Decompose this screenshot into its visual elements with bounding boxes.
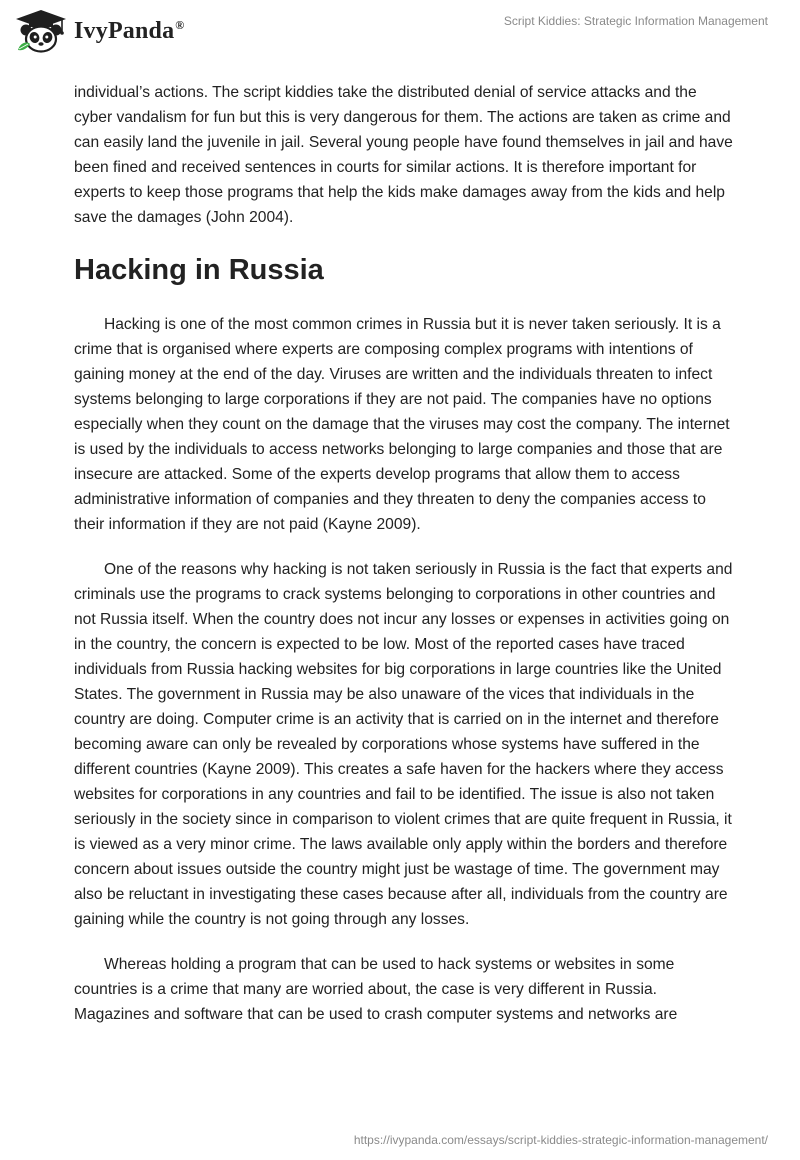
section-heading: Hacking in Russia <box>74 254 324 286</box>
brand-name: IvyPanda® <box>74 17 185 44</box>
brand-logo[interactable] <box>14 8 184 54</box>
page-header <box>0 0 800 62</box>
document-title: Script Kiddies: Strategic Information Management <box>503 14 768 28</box>
body-paragraph: Whereas holding a program that can be used to hack systems or websites in some countries is a crime that many are worried about, the case is very different in Russia. Magazines and software that can be used to crash computer systems and networks are <box>74 956 678 1023</box>
body-paragraph: Hacking is one of the most common crimes in Russia but it is never taken seriously. It is a crime that is organised where experts are composing complex programs with intentions of gaining money at the end of the day. Viruses are written and the individuals threaten to infect systems belonging to large corporations if they are not paid. The companies have no options especially when they count on the damage that the viruses may cost the company. The internet is used by the individuals to access networks belonging to large companies and those that are insecure are attacked. Some of the experts develop programs that allow them to access administrative information of companies and they threaten to deny the companies access to their information if they are not paid (Kayne 2009). <box>74 316 730 533</box>
panda-graduation-cap-icon <box>14 8 68 54</box>
essay-content <box>74 80 734 1047</box>
registered-mark: ® <box>175 17 185 32</box>
source-url[interactable]: https://ivypanda.com/essays/script-kiddies-strategic-information-management/ <box>353 1133 768 1147</box>
body-paragraph: One of the reasons why hacking is not taken seriously in Russia is the fact that experts and criminals use the programs to crack systems belonging to corporations in other countries and not Russia itself. When the country does not incur any losses or expenses in activities going on in the country, the concern is expected to be low. Most of the reported cases have traced individuals from Russia hacking websites for big corporations in large countries like the United States. The government in Russia may be also unaware of the vices that individuals in the country are doing. Computer crime is an activity that is carried on in the internet and therefore becoming aware can only be revealed by corporations whose systems have suffered in the different countries (Kayne 2009). This creates a safe haven for the hackers where they access websites for corporations in any countries and fail to be identified. The issue is also not taken seriously in the society since in comparison to violent crimes that are quite frequent in Russia, it is viewed as a very minor crime. The laws available only apply within the borders and therefore concern about issues outside the country might just be wastage of time. The government may also be reluctant in investigating these cases because after all, individuals from the country are gaining while the country is not going through any losses. <box>74 561 733 928</box>
intro-paragraph: individual’s actions. The script kiddies take the distributed denial of service attacks and the cyber vandalism for fun but this is very dangerous for them. The actions are taken as crime and can easily land the juvenile in jail. Several young people have found themselves in jail and have been fined and received sentences in courts for similar actions. It is therefore important for experts to keep those programs that help the kids make damages away from the kids and help save the damages (John 2004). <box>74 84 733 226</box>
